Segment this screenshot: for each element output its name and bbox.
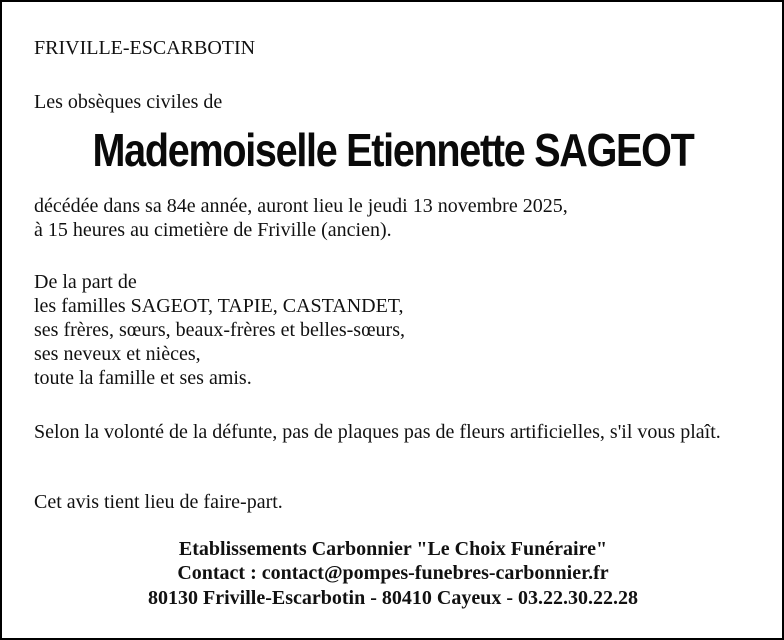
details-line-2: à 15 heures au cimetière de Friville (ancien).	[34, 219, 392, 241]
details-line-1: décédée dans sa 84e année, auront lieu le jeudi 13 novembre 2025,	[34, 195, 568, 217]
funeral-home-address: 80130 Friville-Escarbotin - 80410 Cayeux - 03.22.30.22.28	[148, 587, 638, 609]
intro-text: Les obsèques civiles de	[34, 91, 223, 113]
town-heading: FRIVILLE-ESCARBOTIN	[34, 37, 256, 59]
deceased-name: Mademoiselle Etiennette SAGEOT	[92, 124, 694, 176]
family-line: De la part de	[34, 271, 137, 293]
funeral-home-name: Etablissements Carbonnier "Le Choix Funéraire"	[178, 538, 608, 560]
family-line: les familles SAGEOT, TAPIE, CASTANDET,	[34, 295, 404, 317]
family-line: ses neveux et nièces,	[34, 343, 201, 365]
closing-text: Cet avis tient lieu de faire-part.	[34, 491, 283, 513]
wish-paragraph: Selon la volonté de la défunte, pas de plaques pas de fleurs artificielles, s'il vous plaît.	[34, 421, 721, 443]
family-line: toute la famille et ses amis.	[34, 367, 252, 389]
notice-body	[34, 2, 752, 638]
family-line: ses frères, sœurs, beaux-frères et belles-sœurs,	[34, 319, 405, 341]
funeral-home-contact: Contact : contact@pompes-funebres-carbonnier.fr	[177, 562, 609, 584]
